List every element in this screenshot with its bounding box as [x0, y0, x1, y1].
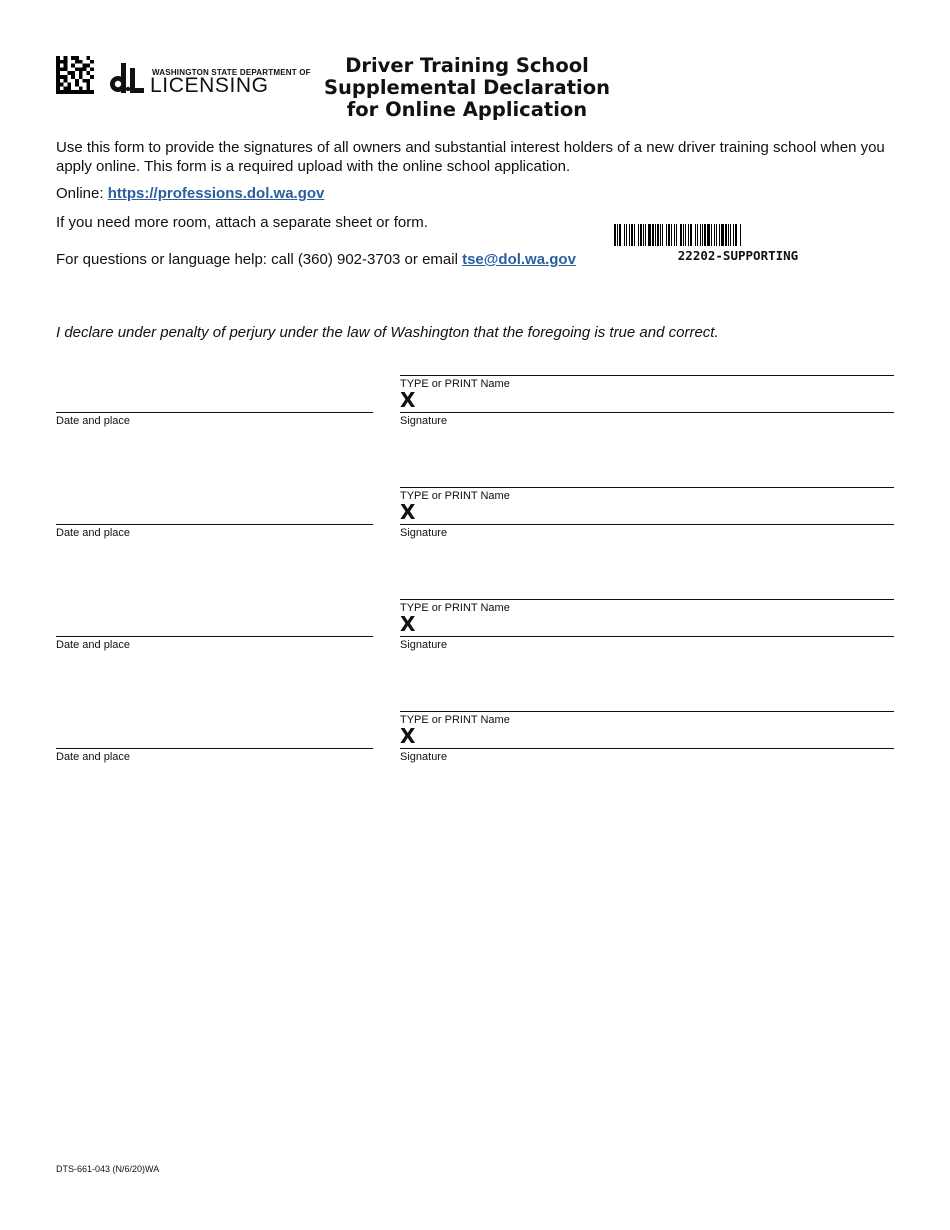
room-note: If you need more room, attach a separate sheet or form. — [56, 214, 428, 231]
barcode-bar — [695, 224, 696, 246]
barcode-bar — [685, 224, 686, 246]
barcode-bar — [730, 224, 731, 246]
name-label: TYPE or PRINT Name — [400, 602, 510, 614]
signature-label: Signature — [400, 415, 448, 427]
barcode-bar — [697, 224, 698, 246]
barcode-bar — [645, 224, 646, 246]
date-line — [56, 636, 373, 637]
barcode-bar — [728, 224, 729, 246]
barcode-bar — [617, 224, 618, 246]
name-label: TYPE or PRINT Name — [400, 378, 510, 390]
name-line — [400, 711, 894, 712]
intro-paragraph: Use this form to provide the signatures of all owners and substantial interest holders of a new driver training school when you apply online. This form is a required upload with the online school application. — [56, 139, 885, 175]
barcode-bar — [735, 224, 737, 246]
name-field[interactable] — [400, 575, 894, 597]
title-line: Driver Training School — [345, 54, 589, 77]
barcode-bar — [688, 224, 689, 246]
questions-text: For questions or language help: call (360) 902-3703 or email — [56, 251, 458, 268]
barcode-bar — [674, 224, 675, 246]
signature-line — [400, 636, 894, 637]
questions-line — [56, 250, 576, 269]
signature-field[interactable] — [420, 612, 894, 634]
title-line: for Online Application — [346, 98, 588, 121]
barcode-bar — [662, 224, 663, 246]
barcode-bar — [683, 224, 684, 246]
barcode-bar — [707, 224, 710, 246]
x-mark-icon: X — [400, 724, 416, 748]
barcode-bar — [626, 224, 627, 246]
signature-block — [0, 599, 950, 695]
declaration-text: I declare under penalty of perjury under the law of Washington that the foregoing is true and correct. — [56, 324, 719, 341]
email-link[interactable]: tse@dol.wa.gov — [462, 251, 576, 268]
name-line — [400, 375, 894, 376]
x-mark-icon: X — [400, 500, 416, 524]
barcode-bar — [721, 224, 724, 246]
barcode-bar — [655, 224, 656, 246]
online-label: Online: — [56, 185, 104, 202]
title-line: Supplemental Declaration — [323, 76, 610, 99]
barcode-bar — [704, 224, 706, 246]
barcode-bar — [725, 224, 727, 246]
barcode-bar — [740, 224, 741, 246]
barcode-bar — [652, 224, 654, 246]
signature-block — [0, 375, 950, 471]
barcode-bar — [657, 224, 659, 246]
date-label: Date and place — [56, 415, 130, 427]
barcode-bar — [629, 224, 630, 246]
barcode-bar — [676, 224, 677, 246]
signature-line — [400, 524, 894, 525]
barcode-bar — [716, 224, 717, 246]
barcode-bar — [714, 224, 715, 246]
name-label: TYPE or PRINT Name — [400, 714, 510, 726]
date-line — [56, 748, 373, 749]
barcode-bar — [666, 224, 667, 246]
barcode-bar — [619, 224, 621, 246]
name-label: TYPE or PRINT Name — [400, 490, 510, 502]
name-field[interactable] — [400, 687, 894, 709]
name-field[interactable] — [400, 351, 894, 373]
date-place-field[interactable] — [56, 500, 373, 522]
online-line — [56, 184, 324, 203]
date-label: Date and place — [56, 527, 130, 539]
barcode-bar — [719, 224, 720, 246]
barcode-bar — [648, 224, 651, 246]
signature-field[interactable] — [420, 724, 894, 746]
barcode-bar — [668, 224, 670, 246]
signature-line — [400, 412, 894, 413]
date-place-field[interactable] — [56, 388, 373, 410]
date-line — [56, 412, 373, 413]
date-place-field[interactable] — [56, 724, 373, 746]
name-field[interactable] — [400, 463, 894, 485]
barcode-bar — [700, 224, 701, 246]
signature-field[interactable] — [420, 388, 894, 410]
barcode-bar — [680, 224, 682, 246]
barcode-bar — [733, 224, 734, 246]
barcode-bar — [702, 224, 703, 246]
barcode-text: 22202-SUPPORTING — [677, 248, 799, 263]
date-label: Date and place — [56, 639, 130, 651]
barcode-bar — [690, 224, 692, 246]
signature-label: Signature — [400, 751, 448, 763]
page-title — [300, 55, 634, 121]
barcode-bar — [624, 224, 625, 246]
date-line — [56, 524, 373, 525]
logo-department-text: WASHINGTON STATE DEPARTMENT OF — [152, 68, 311, 77]
qr-code — [56, 56, 94, 94]
logo-agency-text: LICENSING — [150, 74, 269, 97]
signature-line — [400, 748, 894, 749]
x-mark-icon: X — [400, 388, 416, 412]
barcode-bar — [631, 224, 633, 246]
signature-label: Signature — [400, 639, 448, 651]
barcode-bar — [640, 224, 642, 246]
signature-block — [0, 487, 950, 583]
name-line — [400, 599, 894, 600]
signature-block — [0, 711, 950, 807]
online-link[interactable]: https://professions.dol.wa.gov — [107, 185, 325, 202]
barcode-bar — [643, 224, 644, 246]
dol-logo-icon — [110, 62, 150, 94]
signature-label: Signature — [400, 527, 448, 539]
barcode-bar — [711, 224, 712, 246]
barcode-bar — [671, 224, 672, 246]
barcode-bar — [660, 224, 661, 246]
form-id: DTS-661-043 (N/6/20)WA — [56, 1164, 160, 1174]
barcode-bar — [614, 224, 616, 246]
date-label: Date and place — [56, 751, 130, 763]
signature-field[interactable] — [420, 500, 894, 522]
barcode — [614, 224, 862, 246]
barcode-bar — [634, 224, 635, 246]
x-mark-icon: X — [400, 612, 416, 636]
date-place-field[interactable] — [56, 612, 373, 634]
name-line — [400, 487, 894, 488]
barcode-bar — [638, 224, 639, 246]
